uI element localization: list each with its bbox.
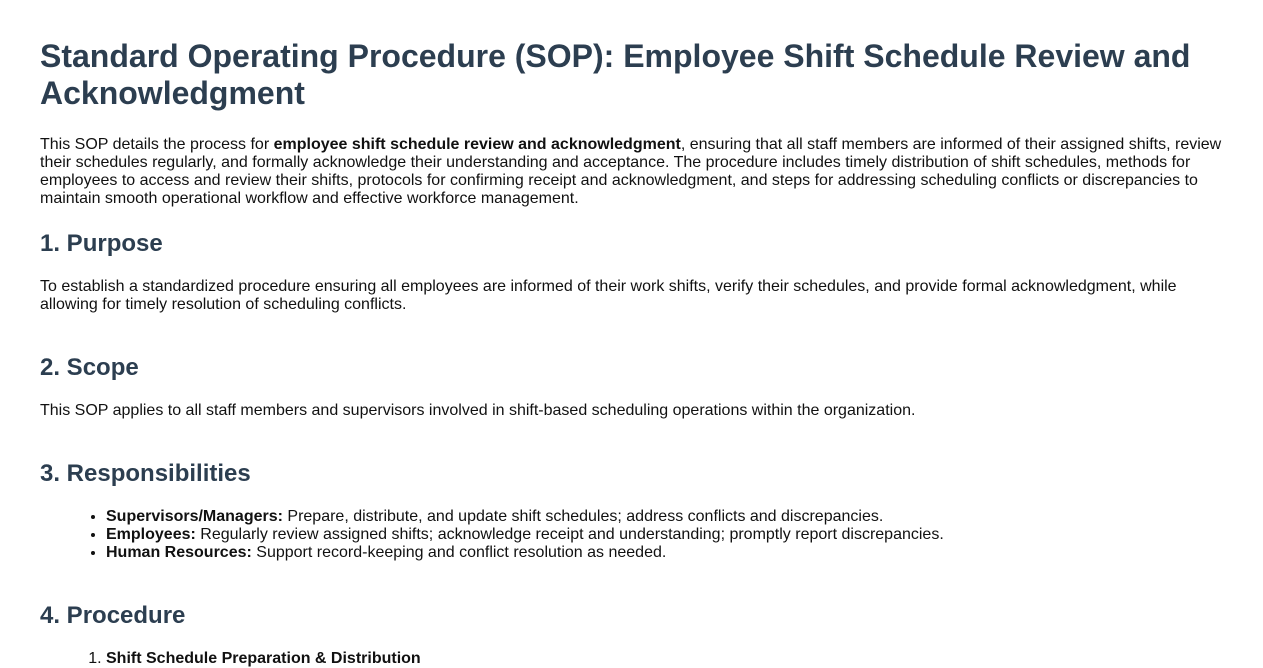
- role-description: Regularly review assigned shifts; acknowledge receipt and understanding; promptly report discrepancies.: [195, 526, 944, 543]
- intro-text-end: , ensuring that all staff members are informed of their assigned shifts, review their schedules regularly, and formally acknowledge their understanding and acceptance. The procedure includes timely distribution of shift schedules, methods for employees to access and review their shifts, protocols for confirming receipt and acknowledgment, and steps for addressing scheduling conflicts or discrepancies to maintain smooth operational workflow and effective workforce management.: [40, 136, 1222, 207]
- role-description: Prepare, distribute, and update shift schedules; address conflicts and discrepancies.: [282, 508, 884, 525]
- intro-text-bold: employee shift schedule review and acknowledgment: [273, 136, 681, 153]
- section-heading-responsibilities: 3. Responsibilities: [40, 460, 251, 487]
- page-title: Standard Operating Procedure (SOP): Employee Shift Schedule Review and Acknowledgment: [40, 38, 1191, 111]
- section-heading-purpose: 1. Purpose: [40, 230, 163, 257]
- list-item: [106, 526, 1223, 544]
- list-item: [106, 508, 1223, 526]
- intro-text-start: This SOP details the process for: [40, 136, 274, 153]
- scope-text: This SOP applies to all staff members and supervisors involved in shift-based scheduling operations within the organization.: [40, 402, 916, 419]
- responsibilities-list: [40, 508, 1223, 562]
- role-label: Human Resources:: [106, 544, 252, 561]
- role-label: Employees:: [106, 526, 196, 543]
- purpose-text: To establish a standardized procedure ensuring all employees are informed of their work shifts, verify their schedules, and provide formal acknowledgment, while allowing for timely resolution of scheduling conflicts.: [40, 278, 1177, 313]
- intro-paragraph: [40, 136, 1223, 208]
- list-item: [106, 544, 1223, 562]
- role-label: Supervisors/Managers:: [106, 508, 283, 525]
- section-heading-procedure: 4. Procedure: [40, 602, 186, 629]
- section-heading-scope: 2. Scope: [40, 354, 139, 381]
- role-description: Support record-keeping and conflict resolution as needed.: [251, 544, 667, 561]
- step-title: Shift Schedule Preparation & Distribution: [106, 650, 421, 667]
- procedure-steps-list: [40, 650, 1223, 668]
- list-item: [106, 650, 1223, 668]
